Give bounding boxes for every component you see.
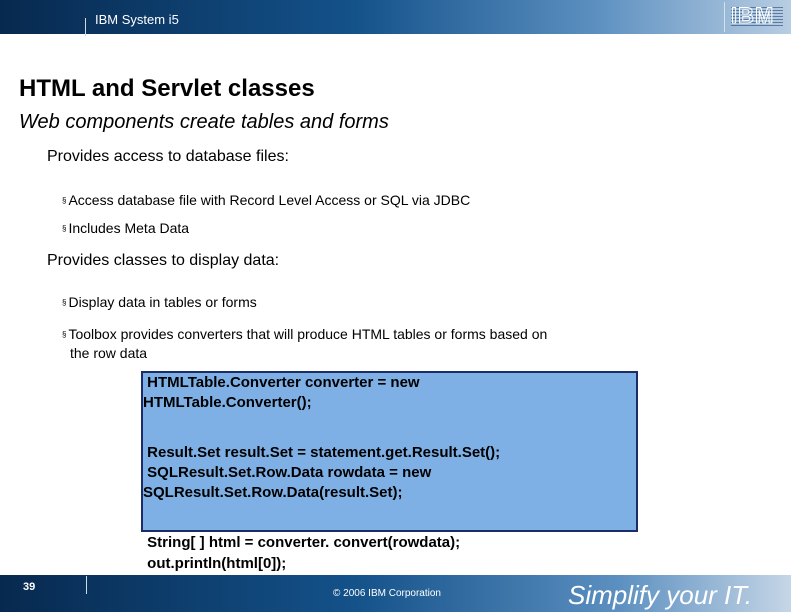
bullet-text: Display data in tables or forms [68,294,257,310]
bullet-text: Access database file with Record Level Access or SQL via JDBC [68,192,471,208]
bullet-toolbox-converters [62,325,547,362]
copyright-text: © 2006 IBM Corporation [333,588,441,599]
bullet-text: Toolbox provides converters that will produce HTML tables or forms based on [68,326,548,342]
bullet-record-level-access [62,191,470,210]
section-heading-database-access: Provides access to database files: [47,148,289,165]
slide-title: HTML and Servlet classes [19,75,315,102]
header-right-divider [724,2,725,32]
slide-subtitle: Web components create tables and forms [19,111,389,133]
tagline: Simplify your IT. [568,580,752,610]
bullet-marker: § [62,298,67,307]
header-product-title: IBM System i5 [95,12,179,27]
bullet-text-continued: the row data [70,345,148,361]
bullet-marker: § [62,196,67,205]
code-line: String[ ] html = converter. convert(rowdata); [143,534,461,551]
section-heading-display-data: Provides classes to display data: [47,252,280,269]
code-line: HTMLTable.Converter converter = new [143,374,420,391]
code-line: out.println(html[0]); [143,555,287,572]
code-line: SQLResult.Set.Row.Data rowdata = new [143,464,432,481]
bullet-meta-data [62,219,189,238]
bullet-marker: § [62,224,67,233]
bullet-text: Includes Meta Data [68,220,190,236]
code-line: HTMLTable.Converter(); [143,394,312,411]
bullet-display-tables [62,293,257,312]
footer-divider [86,576,87,594]
ibm-logo: IBM [731,5,783,27]
code-line: SQLResult.Set.Row.Data(result.Set); [143,484,403,501]
bullet-marker: § [62,330,67,339]
page-number: 39 [23,581,36,593]
code-line: Result.Set result.Set = statement.get.Result.Set(); [143,444,501,461]
header-divider [85,18,86,36]
